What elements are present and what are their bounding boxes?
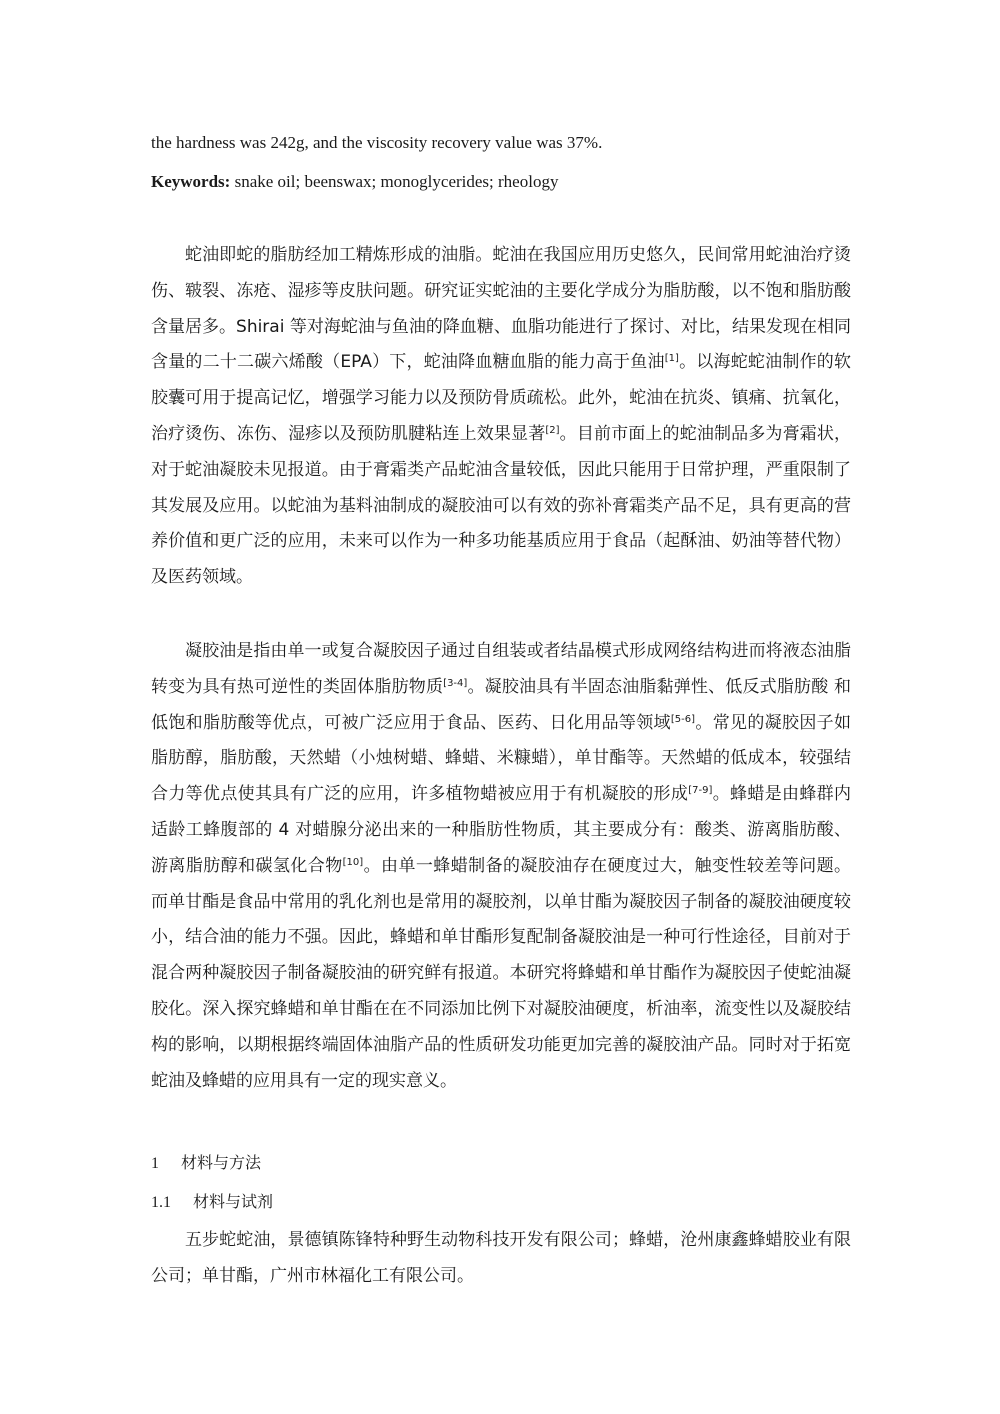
citation-ref: [2] — [545, 424, 560, 436]
paragraph-text: 。蜂蜡是由蜂群内适龄工蜂腹部的 4 对蜡腺分泌出来的一种脂肪性物质，其主要成分有：酸类、游离脂肪酸、游离脂肪醇和碳氢化合物 — [151, 784, 852, 876]
subsection-number: 1.1 — [151, 1194, 171, 1211]
paragraph-text: 。常见的凝胶因子如脂肪醇，脂肪酸，天然蜡（小烛树蜡、蜂蜡、米糠蜡），单甘酯等。天然蜡的低成本，较强结合力等优点使其具有广泛的应用，许多植物蜡被应用于有机凝胶的形成 — [151, 712, 851, 805]
keywords-line — [151, 171, 851, 193]
citation-ref: [1] — [664, 353, 679, 365]
paragraph-text: 蛇油即蛇的脂肪经加工精炼形成的油脂。蛇油在我国应用历史悠久，民间常用蛇油治疗烫伤、皲裂、冻疮、湿疹等皮肤问题。研究证实蛇油的主要化学成分为脂肪酸，以不饱和脂肪酸含量居多。Shirai 等对海蛇油与鱼油的降血糖、血脂功能进行了探讨、对比，结果发现在相同含量的二十二碳六烯酸（EPA）下，蛇油降血糖血脂的能力高于鱼油 — [151, 245, 851, 373]
citation-ref: [5-6] — [670, 713, 696, 725]
paragraph-text: 。以海蛇蛇油制作的软胶囊可用于提高记忆，增强学习能力以及预防骨质疏松。此外，蛇油在抗炎、镇痛、抗氧化，治疗烫伤、冻伤、湿疹以及预防肌腱粘连上效果显著 — [151, 352, 851, 444]
section-heading-1-1 — [151, 1191, 273, 1214]
paragraph-text: 。由单一蜂蜡制备的凝胶油存在硬度过大，触变性较差等问题。而单甘酯是食品中常用的乳化剂也是常用的凝胶剂，以单甘酯为凝胶因子制备的凝胶油硬度较小，结合油的能力不强。因此，蜂蜡和单甘酯形复配制备凝胶油是一种可行性途径，目前对于混合两种凝胶因子制备凝胶油的研究鲜有报道。本研究将蜂蜡和单甘酯作为凝胶因子使蛇油凝胶化。深入探究蜂蜡和单甘酯在在不同添加比例下对凝胶油硬度，析油率，流变性以及凝胶结构的影响，以期根据终端固体油脂产品的性质研发功能更加完善的凝胶油产品。同时对于拓宽蛇油及蜂蜡的应用具有一定的现实意义。 — [151, 855, 852, 1091]
abstract-tail: the hardness was 242g, and the viscosity recovery value was 37%. — [151, 133, 603, 152]
paragraph-text: 。凝胶油具有半固态油脂黏弹性、低反式脂肪酸 和低饱和脂肪酸等优点，可被广泛应用于食品、医药、日化用品等领域 — [151, 676, 852, 733]
paragraph-text: 。目前市面上的蛇油制品多为膏霜状，对于蛇油凝胶未见报道。由于膏霜类产品蛇油含量较低，因此只能用于日常护理，严重限制了其发展及应用。以蛇油为基料油制成的凝胶油可以有效的弥补膏霜类产品不足，具有更高的营养价值和更广泛的应用，未来可以作为一种多功能基质应用于食品（起酥油、奶油等替代物）及医药领域。 — [151, 423, 852, 588]
citation-ref: [10] — [342, 856, 364, 868]
materials-paragraph: 五步蛇蛇油，景德镇陈锋特种野生动物科技开发有限公司；蜂蜡，沧州康鑫蜂蜡胶业有限公司；单甘酯，广州市林福化工有限公司。 — [151, 1230, 851, 1286]
paragraph-text: 凝胶油是指由单一或复合凝胶因子通过自组装或者结晶模式形成网络结构进而将液态油脂转变为具有热可逆性的类固体脂肪物质 — [151, 641, 851, 697]
citation-ref: [7-9] — [688, 785, 713, 797]
intro-paragraph-2 — [151, 634, 851, 1099]
subsection-title: 材料与试剂 — [193, 1192, 274, 1211]
citation-ref: [3-4] — [443, 677, 468, 689]
section-number: 1 — [151, 1155, 159, 1172]
keywords-label: Keywords: — [151, 172, 231, 191]
intro-paragraph-1 — [151, 238, 851, 596]
section-heading-1 — [151, 1152, 261, 1175]
section-title: 材料与方法 — [181, 1153, 262, 1172]
keywords-text: snake oil; beenswax; monoglycerides; rheology — [230, 172, 559, 191]
